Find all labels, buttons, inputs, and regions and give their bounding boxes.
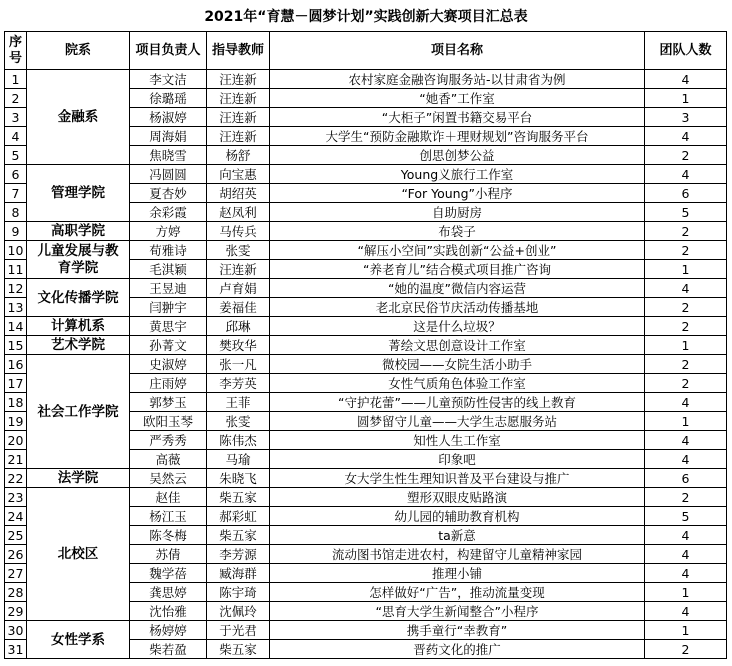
project-name-cell: “大柜子”闲置书籍交易平台 — [270, 108, 645, 127]
team-size-cell: 2 — [645, 146, 727, 165]
row-number-cell: 23 — [5, 488, 27, 507]
leader-cell: 史淑婷 — [130, 355, 207, 374]
team-size-cell: 4 — [645, 564, 727, 583]
team-size-cell: 2 — [645, 298, 727, 317]
advisor-cell: 王菲 — [207, 393, 270, 412]
row-number-cell: 24 — [5, 507, 27, 526]
advisor-cell: 柴五家 — [207, 526, 270, 545]
team-size-cell: 4 — [645, 450, 727, 469]
sheet-title: 2021年“育慧－圆梦计划”实践创新大赛项目汇总表 — [204, 9, 528, 25]
leader-cell: 夏杏妙 — [130, 184, 207, 203]
department-cell — [27, 165, 130, 222]
table-row — [5, 317, 727, 336]
project-name-cell: “她香”工作室 — [270, 89, 645, 108]
advisor-cell: 向宝惠 — [207, 165, 270, 184]
row-number-cell: 27 — [5, 564, 27, 583]
department-cell — [27, 241, 130, 279]
department-cell — [27, 317, 130, 336]
table-row — [5, 241, 727, 260]
table-row — [5, 165, 727, 184]
advisor-cell: 张雯 — [207, 241, 270, 260]
row-number-cell: 6 — [5, 165, 27, 184]
row-number-cell: 4 — [5, 127, 27, 146]
team-size-cell: 4 — [645, 526, 727, 545]
row-number-cell: 2 — [5, 89, 27, 108]
leader-cell: 杨江玉 — [130, 507, 207, 526]
row-number-cell: 21 — [5, 450, 27, 469]
leader-cell: 吴然云 — [130, 469, 207, 488]
team-size-cell: 2 — [645, 640, 727, 659]
advisor-cell: 胡绍英 — [207, 184, 270, 203]
project-name-cell: 印象吧 — [270, 450, 645, 469]
table-row — [5, 469, 727, 488]
table-row — [5, 488, 727, 507]
department-cell — [27, 70, 130, 165]
row-number-cell: 8 — [5, 203, 27, 222]
project-name-cell: 老北京民俗节庆活动传播基地 — [270, 298, 645, 317]
leader-cell: 高薇 — [130, 450, 207, 469]
leader-cell: 余彩霞 — [130, 203, 207, 222]
department-cell — [27, 336, 130, 355]
advisor-cell: 于光君 — [207, 621, 270, 640]
advisor-cell: 陈宇琦 — [207, 583, 270, 602]
leader-cell: 冯圆圆 — [130, 165, 207, 184]
project-name-cell: ta新意 — [270, 526, 645, 545]
row-number-cell: 19 — [5, 412, 27, 431]
team-size-cell: 4 — [645, 165, 727, 184]
row-number-cell: 22 — [5, 469, 27, 488]
table-row — [5, 279, 727, 298]
team-size-cell: 6 — [645, 184, 727, 203]
project-name-cell: 菁绘文思创意设计工作室 — [270, 336, 645, 355]
project-name-cell: 携手童行“幸教育” — [270, 621, 645, 640]
advisor-cell: 邱琳 — [207, 317, 270, 336]
table-row — [5, 222, 727, 241]
project-name-cell: 怎样做好“广告”，推动流量变现 — [270, 583, 645, 602]
row-number-cell: 14 — [5, 317, 27, 336]
row-number-cell: 11 — [5, 260, 27, 279]
team-size-cell: 1 — [645, 260, 727, 279]
team-size-cell: 3 — [645, 108, 727, 127]
advisor-cell: 张一凡 — [207, 355, 270, 374]
leader-cell: 周海娟 — [130, 127, 207, 146]
department-label: 艺术学院 — [51, 337, 105, 353]
row-number-cell: 16 — [5, 355, 27, 374]
project-name-cell: 微校园——女院生活小助手 — [270, 355, 645, 374]
team-size-cell: 1 — [645, 583, 727, 602]
advisor-cell: 郝彩虹 — [207, 507, 270, 526]
leader-cell: 孙菁文 — [130, 336, 207, 355]
department-label: 高职学院 — [51, 223, 105, 239]
project-name-cell: 塑形双眼皮贴路演 — [270, 488, 645, 507]
advisor-cell: 卢育娟 — [207, 279, 270, 298]
row-number-cell: 3 — [5, 108, 27, 127]
leader-cell: 龚思婷 — [130, 583, 207, 602]
header-advisor: 指导教师 — [207, 32, 270, 70]
team-size-cell: 2 — [645, 241, 727, 260]
department-label: 北校区 — [57, 546, 99, 562]
leader-cell: 陈冬梅 — [130, 526, 207, 545]
team-size-cell: 5 — [645, 507, 727, 526]
team-size-cell: 4 — [645, 279, 727, 298]
leader-cell: 苏倩 — [130, 545, 207, 564]
row-number-cell: 30 — [5, 621, 27, 640]
table-row — [5, 70, 727, 89]
leader-cell: 柴若盈 — [130, 640, 207, 659]
team-size-cell: 2 — [645, 222, 727, 241]
department-cell — [27, 279, 130, 317]
row-number-cell: 29 — [5, 602, 27, 621]
team-size-cell: 4 — [645, 127, 727, 146]
project-name-cell: 圆梦留守儿童——大学生志愿服务站 — [270, 412, 645, 431]
leader-cell: 焦晓雪 — [130, 146, 207, 165]
row-number-cell: 26 — [5, 545, 27, 564]
advisor-cell: 姜福佳 — [207, 298, 270, 317]
table-body — [5, 70, 727, 659]
department-cell — [27, 222, 130, 241]
project-name-cell: 流动图书馆走进农村，构建留守儿童精神家园 — [270, 545, 645, 564]
leader-cell: 沈怡雅 — [130, 602, 207, 621]
team-size-cell: 4 — [645, 393, 727, 412]
team-size-cell: 4 — [645, 431, 727, 450]
header-department: 院系 — [27, 32, 130, 70]
project-name-cell: “For Young”小程序 — [270, 184, 645, 203]
department-label: 法学院 — [57, 470, 99, 486]
row-number-cell: 31 — [5, 640, 27, 659]
project-name-cell: 晋药文化的推广 — [270, 640, 645, 659]
leader-cell: 方婷 — [130, 222, 207, 241]
team-size-cell: 5 — [645, 203, 727, 222]
project-name-cell: “解压小空间”实践创新“公益+创业” — [270, 241, 645, 260]
project-name-cell: “思育大学生新闻整合”小程序 — [270, 602, 645, 621]
leader-cell: 郭梦玉 — [130, 393, 207, 412]
advisor-cell: 李芳英 — [207, 374, 270, 393]
team-size-cell: 4 — [645, 545, 727, 564]
project-name-cell: 这是什么垃圾？ — [270, 317, 645, 336]
advisor-cell: 柴五家 — [207, 488, 270, 507]
team-size-cell: 2 — [645, 374, 727, 393]
leader-cell: 闫翀宇 — [130, 298, 207, 317]
advisor-cell: 汪连新 — [207, 89, 270, 108]
leader-cell: 赵佳 — [130, 488, 207, 507]
project-name-cell: 创思创梦公益 — [270, 146, 645, 165]
department-label: 儿童发展与教育学院 — [37, 242, 119, 276]
leader-cell: 毛淇颖 — [130, 260, 207, 279]
leader-cell: 荀雅诗 — [130, 241, 207, 260]
row-number-cell: 9 — [5, 222, 27, 241]
project-name-cell: 知性人生工作室 — [270, 431, 645, 450]
advisor-cell: 李芳源 — [207, 545, 270, 564]
advisor-cell: 赵凤利 — [207, 203, 270, 222]
advisor-cell: 张雯 — [207, 412, 270, 431]
advisor-cell: 沈佩玲 — [207, 602, 270, 621]
row-number-cell: 1 — [5, 70, 27, 89]
advisor-cell: 汪连新 — [207, 127, 270, 146]
row-number-cell: 20 — [5, 431, 27, 450]
team-size-cell: 2 — [645, 355, 727, 374]
header-row — [5, 32, 727, 70]
department-cell — [27, 469, 130, 488]
row-number-cell: 28 — [5, 583, 27, 602]
leader-cell: 庄雨婷 — [130, 374, 207, 393]
leader-cell: 欧阳玉琴 — [130, 412, 207, 431]
leader-cell: 王昱迪 — [130, 279, 207, 298]
department-cell — [27, 621, 130, 659]
row-number-cell: 13 — [5, 298, 27, 317]
department-label: 计算机系 — [51, 318, 105, 334]
row-number-cell: 7 — [5, 184, 27, 203]
row-number-cell: 25 — [5, 526, 27, 545]
leader-cell: 魏学蓓 — [130, 564, 207, 583]
advisor-cell: 马传兵 — [207, 222, 270, 241]
advisor-cell: 汪连新 — [207, 108, 270, 127]
row-number-cell: 12 — [5, 279, 27, 298]
department-label: 管理学院 — [51, 185, 105, 201]
advisor-cell: 樊玫华 — [207, 336, 270, 355]
project-name-cell: 农村家庭金融咨询服务站-以甘肃省为例 — [270, 70, 645, 89]
project-name-cell: “守护花蕾”——儿童预防性侵害的线上教育 — [270, 393, 645, 412]
advisor-cell: 杨舒 — [207, 146, 270, 165]
department-label: 文化传播学院 — [37, 289, 119, 306]
row-number-cell: 17 — [5, 374, 27, 393]
team-size-cell: 4 — [645, 602, 727, 621]
project-name-cell: 布袋子 — [270, 222, 645, 241]
leader-cell: 杨淑婷 — [130, 108, 207, 127]
project-name-cell: 女大学生性生理知识普及平台建设与推广 — [270, 469, 645, 488]
team-size-cell: 1 — [645, 336, 727, 355]
row-number-cell: 18 — [5, 393, 27, 412]
advisor-cell: 柴五家 — [207, 640, 270, 659]
table-row — [5, 336, 727, 355]
advisor-cell: 马瑜 — [207, 450, 270, 469]
team-size-cell: 4 — [645, 70, 727, 89]
project-name-cell: 幼儿园的辅助教育机构 — [270, 507, 645, 526]
header-team-size: 团队人数 — [645, 32, 727, 70]
project-summary-table — [4, 31, 727, 659]
project-name-cell: 女性气质角色体验工作室 — [270, 374, 645, 393]
row-number-cell: 5 — [5, 146, 27, 165]
team-size-cell: 1 — [645, 621, 727, 640]
department-label: 金融系 — [57, 109, 99, 125]
team-size-cell: 1 — [645, 89, 727, 108]
project-name-cell: “养老育儿”结合模式项目推广咨询 — [270, 260, 645, 279]
header-index: 序号 — [5, 32, 27, 70]
leader-cell: 黄思宇 — [130, 317, 207, 336]
department-label: 社会工作学院 — [37, 403, 119, 420]
table-row — [5, 355, 727, 374]
header-project-name: 项目名称 — [270, 32, 645, 70]
leader-cell: 严秀秀 — [130, 431, 207, 450]
leader-cell: 李文洁 — [130, 70, 207, 89]
department-label: 女性学系 — [51, 631, 105, 648]
department-cell — [27, 488, 130, 621]
table-row — [5, 621, 727, 640]
team-size-cell: 6 — [645, 469, 727, 488]
team-size-cell: 1 — [645, 412, 727, 431]
advisor-cell: 朱晓飞 — [207, 469, 270, 488]
leader-cell: 杨婷婷 — [130, 621, 207, 640]
project-name-cell: 推理小铺 — [270, 564, 645, 583]
row-number-cell: 15 — [5, 336, 27, 355]
advisor-cell: 汪连新 — [207, 70, 270, 89]
project-name-cell: Young义旅行工作室 — [270, 165, 645, 184]
team-size-cell: 2 — [645, 488, 727, 507]
project-name-cell: 大学生“预防金融欺诈＋理财规划”咨询服务平台 — [270, 127, 645, 146]
row-number-cell: 10 — [5, 241, 27, 260]
department-cell — [27, 355, 130, 469]
advisor-cell: 臧海群 — [207, 564, 270, 583]
advisor-cell: 汪连新 — [207, 260, 270, 279]
project-name-cell: “她的温度”微信内容运营 — [270, 279, 645, 298]
advisor-cell: 陈伟杰 — [207, 431, 270, 450]
leader-cell: 徐璐瑶 — [130, 89, 207, 108]
team-size-cell: 2 — [645, 317, 727, 336]
header-leader: 项目负责人 — [130, 32, 207, 70]
project-name-cell: 自助厨房 — [270, 203, 645, 222]
